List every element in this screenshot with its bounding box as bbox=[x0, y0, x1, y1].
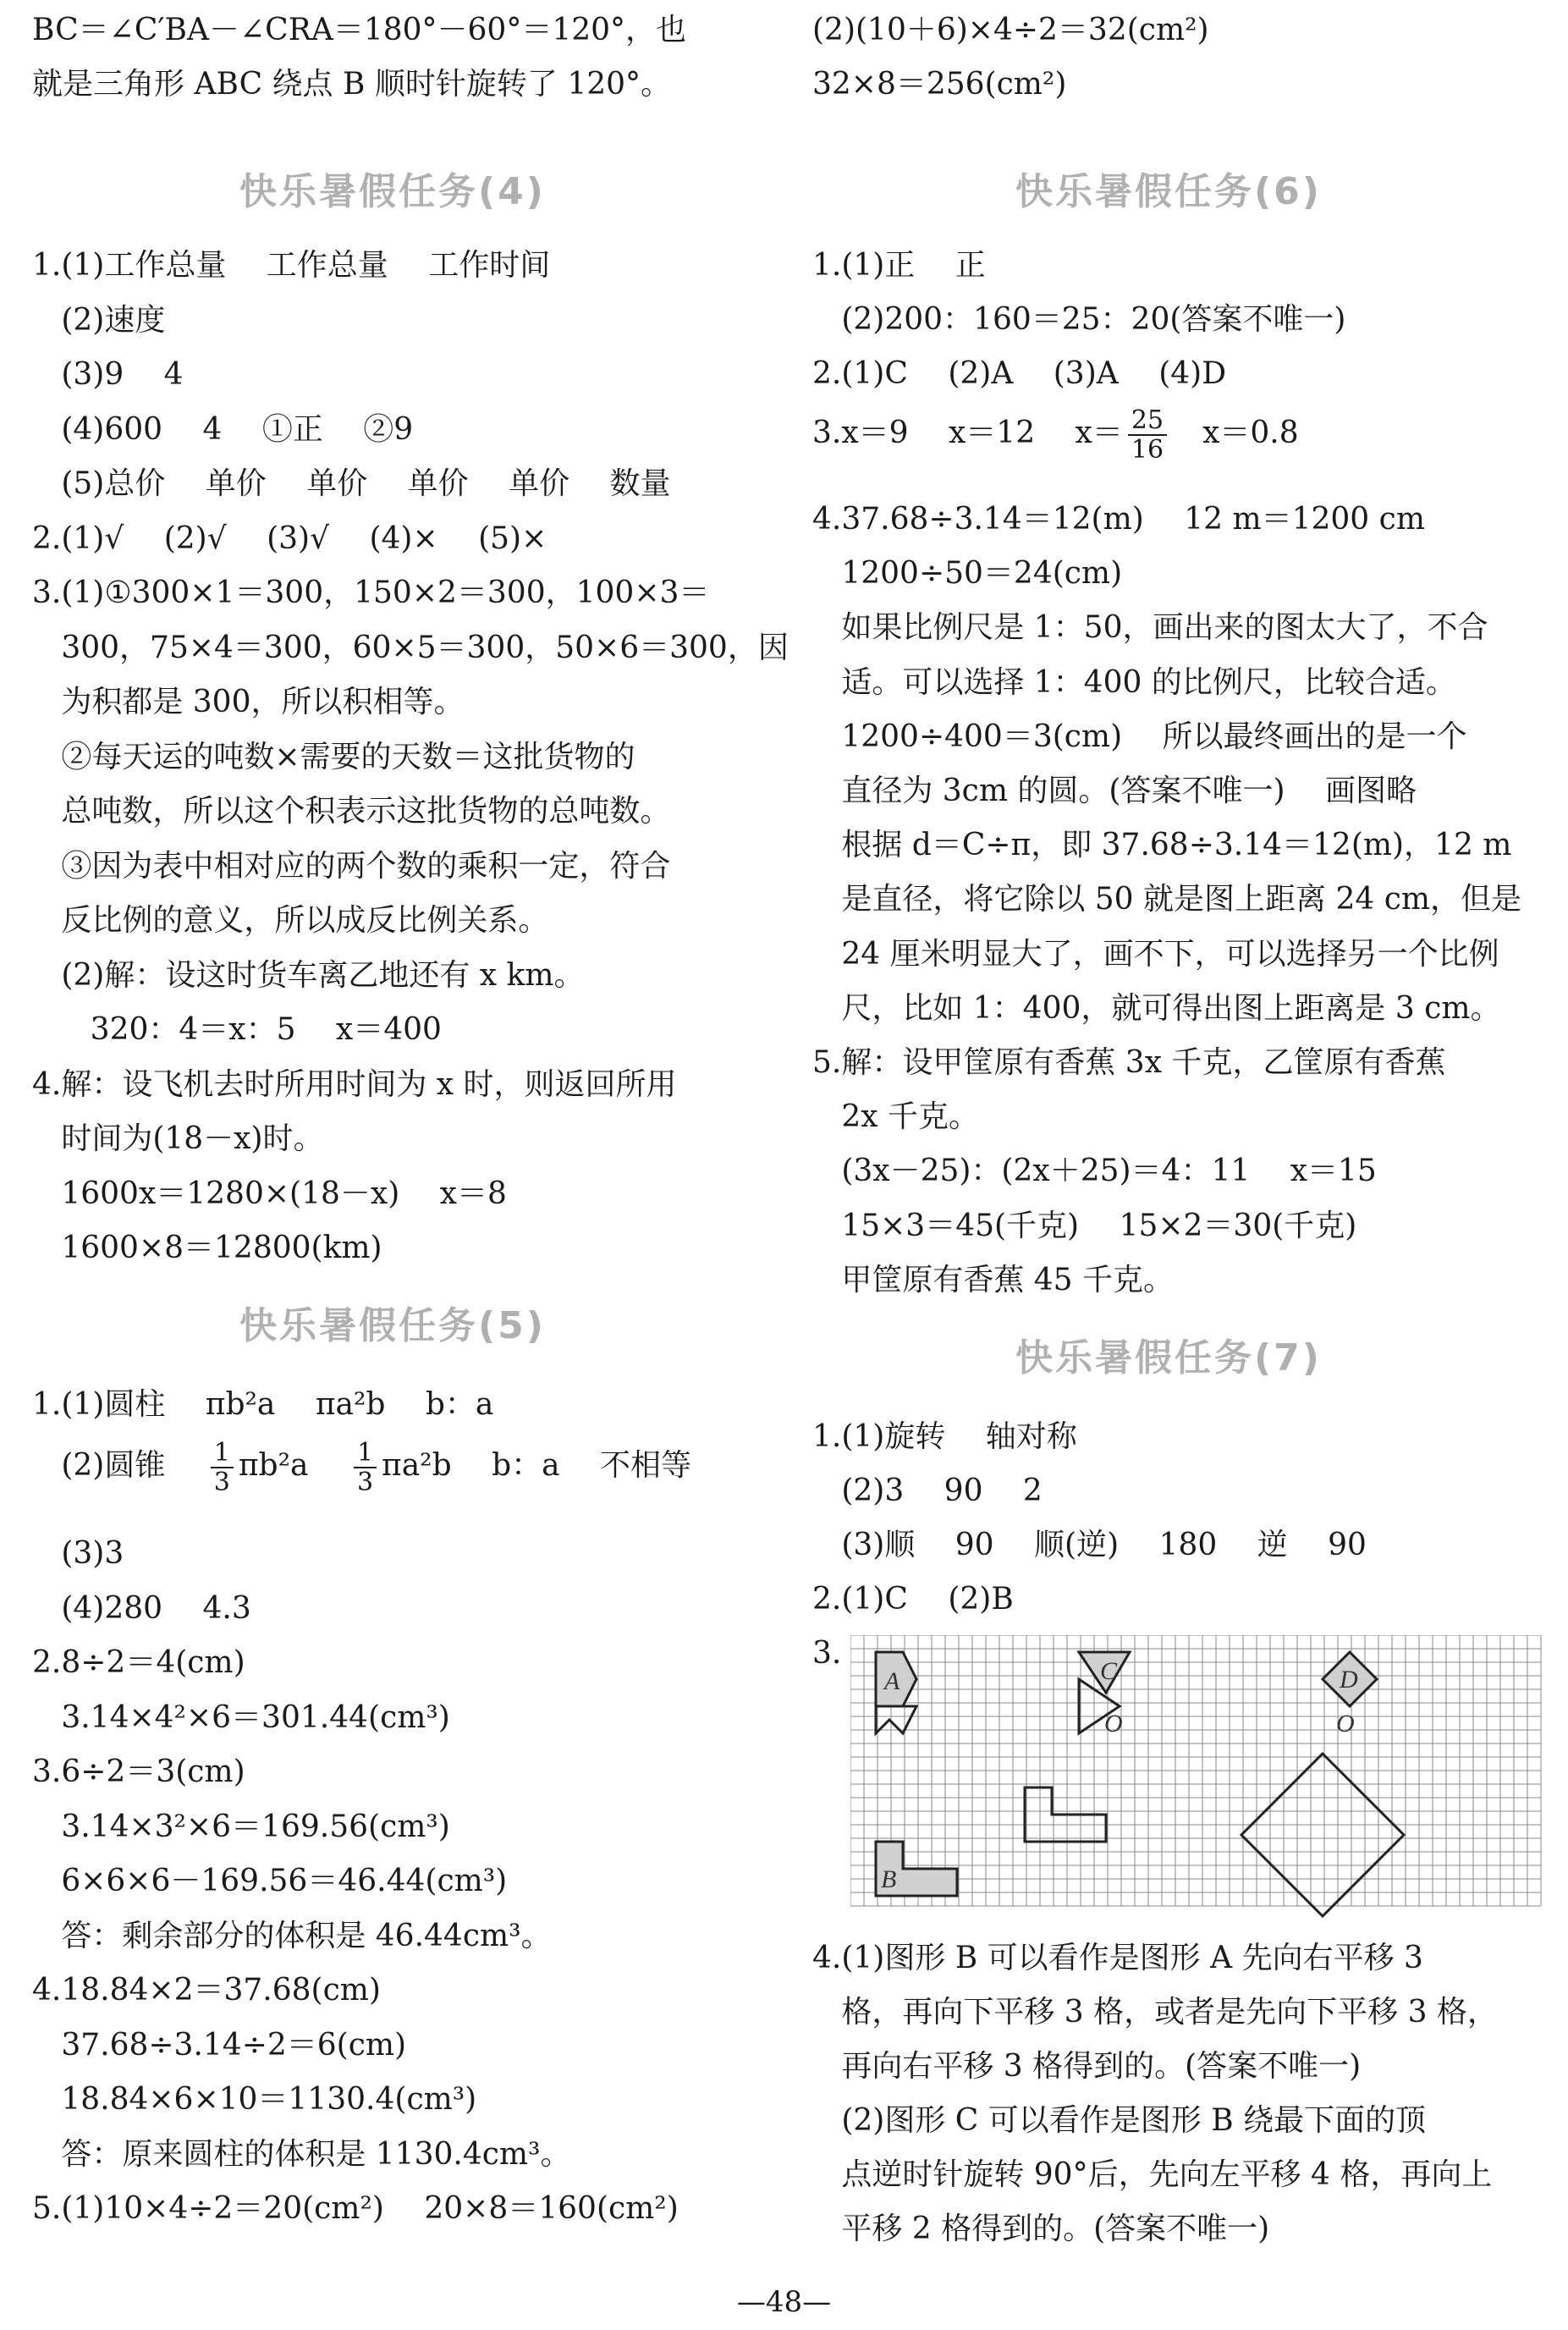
answer-line-fraction: 3.x＝9 x＝12 x＝ $\frac{25}{16}$ x＝0.8 bbox=[812, 405, 1299, 465]
answer-line: (4)280 4.3 bbox=[32, 1590, 251, 1626]
grid-lines bbox=[850, 1635, 1541, 1906]
answer-line: 甲筐原有香蕉 45 千克。 bbox=[812, 1262, 1175, 1297]
answer-line: 答：原来圆柱的体积是 1130.4cm³。 bbox=[32, 2136, 571, 2172]
answer-line: 再向右平移 3 格得到的。(答案不唯一) bbox=[812, 2049, 1362, 2084]
answer-line: 1.(1)旋转 轴对称 bbox=[812, 1419, 1077, 1454]
answer-line: 3. bbox=[812, 1636, 842, 1671]
answer-line: 3.(1)①300×1＝300，150×2＝300，100×3＝ bbox=[32, 576, 710, 610]
answer-line: 点逆时针旋转 90°后，先向左平移 4 格，再向上 bbox=[812, 2157, 1493, 2192]
transformation-grid-figure bbox=[850, 1635, 1553, 1923]
answer-line: 根据 d＝C÷π，即 37.68÷3.14＝12(m)，12 m bbox=[812, 828, 1512, 863]
section-7-title: 快乐暑假任务(7) bbox=[1015, 1336, 1322, 1380]
answer-line: 格，再向下平移 3 格，或者是先向下平移 3 格， bbox=[812, 1995, 1498, 2030]
answer-line: 适。可以选择 1：400 的比例尺，比较合适。 bbox=[812, 664, 1456, 700]
answer-line: 2.(1)C (2)A (3)A (4)D bbox=[812, 356, 1227, 391]
fraction: $\frac{1}{3}$ bbox=[211, 1439, 234, 1496]
answer-line: (3x－25)：(2x＋25)＝4：11 x＝15 bbox=[812, 1154, 1377, 1189]
intro-line: BC＝∠C′BA－∠CRA＝180°－60°＝120°，也 bbox=[32, 13, 687, 47]
answer-line: 尺，比如 1：400，就可得出图上距离是 3 cm。 bbox=[812, 990, 1501, 1026]
answer-line: 4.解：设飞机去时所用时间为 x 时，则返回所用 bbox=[32, 1066, 677, 1102]
answer-line: 24 厘米明显大了，画不下，可以选择另一个比例 bbox=[812, 936, 1499, 972]
answer-line: 1.(1)正 正 bbox=[812, 248, 986, 283]
answer-line: 1.(1)圆柱 πb²a πa²b b：a bbox=[32, 1387, 494, 1422]
answer-line: 2.(1)√ (2)√ (3)√ (4)× (5)× bbox=[32, 521, 547, 556]
answer-line: 3.14×4²×6＝301.44(cm³) bbox=[32, 1699, 450, 1735]
section-6-title: 快乐暑假任务(6) bbox=[1015, 170, 1322, 213]
answer-line: (3)3 bbox=[32, 1536, 124, 1571]
answer-line: 反比例的意义，所以成反比例关系。 bbox=[32, 903, 549, 938]
answer-line: 1200÷400＝3(cm) 所以最终画出的是一个 bbox=[812, 719, 1467, 754]
answer-line: 15×3＝45(千克) 15×2＝30(千克) bbox=[812, 1208, 1357, 1243]
answer-line: (3)9 4 bbox=[32, 357, 184, 392]
intro-line: (2)(10＋6)×4÷2＝32(cm²) bbox=[812, 13, 1209, 47]
answer-line: 3.6÷2＝3(cm) bbox=[32, 1754, 245, 1789]
answer-line: 320：4＝x：5 x＝400 bbox=[32, 1012, 442, 1047]
answer-line-fraction: (2)圆锥 $\frac{1}{3}$ πb²a $\frac{1}{3}$ πa²b b：a 不相等 bbox=[32, 1438, 692, 1497]
answer-line: 答：剩余部分的体积是 46.44cm³。 bbox=[32, 1918, 552, 1953]
answer-line: (2)解：设这时货车离乙地还有 x km。 bbox=[32, 957, 585, 993]
answer-line: (2)速度 bbox=[32, 302, 166, 338]
intro-line: 就是三角形 ABC 绕点 B 顺时针旋转了 120°。 bbox=[32, 67, 672, 102]
answer-line: 总吨数，所以这个积表示这批货物的总吨数。 bbox=[32, 794, 671, 829]
section-4-title: 快乐暑假任务(4) bbox=[239, 170, 546, 213]
label-c: C bbox=[1100, 1657, 1118, 1685]
answer-line: 如果比例尺是 1：50，画出来的图太大了，不合 bbox=[812, 610, 1488, 646]
answer-line: 5.(1)10×4÷2＝20(cm²) 20×8＝160(cm²) bbox=[32, 2191, 679, 2226]
answer-line: 1600×8＝12800(km) bbox=[32, 1231, 382, 1265]
answer-line: ②每天运的吨数×需要的天数＝这批货物的 bbox=[32, 739, 635, 774]
answer-line: 18.84×6×10＝1130.4(cm³) bbox=[32, 2082, 477, 2117]
answer-line: 6×6×6－169.56＝46.44(cm³) bbox=[32, 1864, 508, 1898]
answer-line: (2)3 90 2 bbox=[812, 1473, 1043, 1508]
answer-line: 5.解：设甲筐原有香蕉 3x 千克，乙筐原有香蕉 bbox=[812, 1045, 1446, 1080]
answer-line: 1200÷50＝24(cm) bbox=[812, 556, 1123, 592]
large-square bbox=[1241, 1754, 1404, 1916]
fraction: $\frac{25}{16}$ bbox=[1128, 406, 1167, 464]
answer-line: 1.(1)工作总量 工作总量 工作时间 bbox=[32, 248, 551, 283]
answer-line: 3.14×3²×6＝169.56(cm³) bbox=[32, 1809, 450, 1844]
answer-line: (2)图形 C 可以看作是图形 B 绕最下面的顶 bbox=[812, 2103, 1427, 2138]
answer-line: (5)总价 单价 单价 单价 单价 数量 bbox=[32, 466, 671, 501]
answer-line: 300，75×4＝300，60×5＝300，50×6＝300，因 bbox=[32, 630, 789, 665]
label-o: O bbox=[1336, 1710, 1355, 1738]
fraction: $\frac{1}{3}$ bbox=[354, 1439, 377, 1496]
answer-line: 平移 2 格得到的。(答案不唯一) bbox=[812, 2212, 1270, 2246]
answer-line: (3)顺 90 顺(逆) 180 逆 90 bbox=[812, 1528, 1367, 1562]
answer-line: 4.18.84×2＝37.68(cm) bbox=[32, 1973, 381, 2008]
answer-line: 是直径，将它除以 50 就是图上距离 24 cm，但是 bbox=[812, 882, 1522, 917]
answer-line: 时间为(18－x)时。 bbox=[32, 1121, 324, 1156]
answer-line: 4.37.68÷3.14＝12(m) 12 m＝1200 cm bbox=[812, 502, 1425, 537]
shape-a-reflection bbox=[876, 1706, 916, 1733]
label-b: B bbox=[881, 1865, 897, 1893]
answer-line: 2x 千克。 bbox=[812, 1099, 979, 1135]
section-5-title: 快乐暑假任务(5) bbox=[239, 1304, 546, 1347]
label-a: A bbox=[884, 1667, 900, 1695]
answer-line: 2.(1)C (2)B bbox=[812, 1582, 1014, 1617]
answer-line: 2.8÷2＝4(cm) bbox=[32, 1645, 245, 1680]
answer-line: 直径为 3cm 的圆。(答案不唯一) 画图略 bbox=[812, 774, 1417, 808]
label-d: D bbox=[1340, 1666, 1358, 1694]
label-o: O bbox=[1104, 1710, 1123, 1738]
answer-line: (4)600 4 ①正 ②9 bbox=[32, 411, 414, 447]
answer-line: 4.(1)图形 B 可以看作是图形 A 先向右平移 3 bbox=[812, 1941, 1423, 1975]
page-number: —48— bbox=[736, 2285, 832, 2319]
answer-line: 1600x＝1280×(18－x) x＝8 bbox=[32, 1176, 507, 1211]
answer-line: 为积都是 300，所以积相等。 bbox=[32, 685, 465, 719]
answer-line: ③因为表中相对应的两个数的乘积一定，符合 bbox=[32, 848, 671, 884]
answer-line: (2)200：160＝25：20(答案不唯一) bbox=[812, 302, 1346, 337]
intro-line: 32×8＝256(cm²) bbox=[812, 67, 1067, 102]
answer-line: 37.68÷3.14÷2＝6(cm) bbox=[32, 2027, 407, 2063]
